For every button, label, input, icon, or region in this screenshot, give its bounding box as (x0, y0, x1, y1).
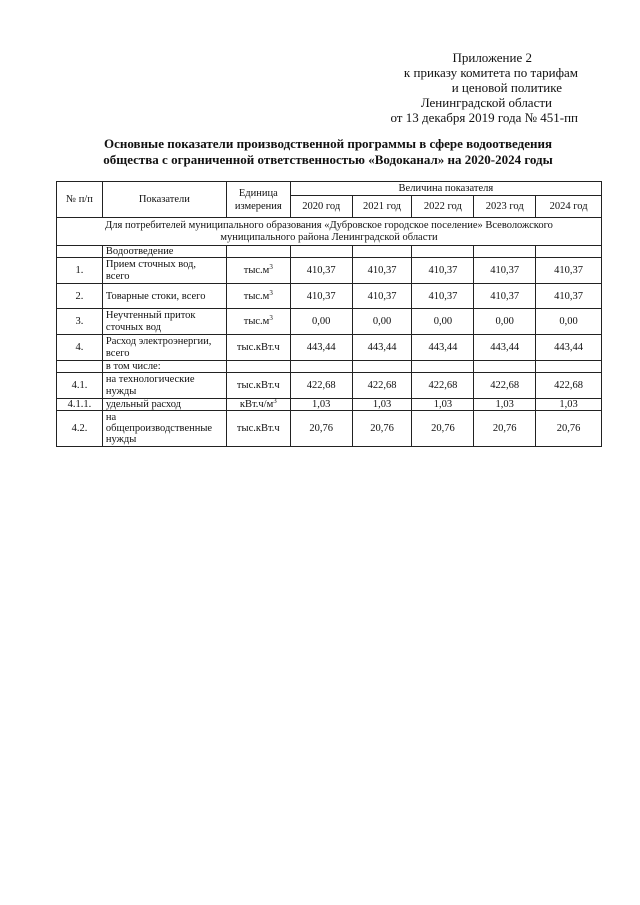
row-value: 0,00 (352, 309, 412, 335)
row-indicator (102, 309, 226, 335)
row-value: 410,37 (474, 284, 536, 309)
row-unit-text: тыс.кВт.ч (236, 342, 280, 353)
row-value: 0,00 (290, 309, 352, 335)
row-indicator (102, 335, 226, 361)
row-indicator-line3: нужды (105, 434, 137, 445)
row-indicator-line1: Расход электроэнергии, (105, 335, 212, 347)
group-label-line2: муниципального района Ленинградской области (220, 231, 438, 243)
row-value: 410,37 (290, 258, 352, 284)
row-indicator-line2: всего (105, 347, 130, 359)
table-row (57, 284, 602, 309)
table-row (57, 335, 602, 361)
row-value: 422,68 (352, 373, 412, 399)
row-value: 443,44 (412, 335, 474, 361)
col-header-value-group: Величина показателя (290, 182, 601, 196)
row-indicator-line2: сточных вод (105, 321, 162, 333)
title-line-1: Основные показатели производственной программы в сфере водоотведения (104, 136, 552, 151)
table-head-row-1 (57, 182, 602, 196)
row-value: 1,03 (352, 399, 412, 411)
document-title (58, 136, 598, 168)
row-value: 20,76 (474, 411, 536, 447)
row-value: 422,68 (474, 373, 536, 399)
row-value: 410,37 (536, 284, 602, 309)
appendix-line-5: от 13 декабря 2019 года № 451-пп (390, 110, 578, 125)
indicators-table (56, 181, 602, 447)
row-value: 410,37 (352, 258, 412, 284)
row-unit (226, 309, 290, 335)
row-unit-sup: 3 (273, 397, 277, 405)
row-value: 443,44 (474, 335, 536, 361)
row-unit (226, 258, 290, 284)
row-num: 4.1. (57, 373, 103, 399)
col-header-unit-line2: измерения (234, 200, 282, 212)
col-header-year: 2021 год (352, 196, 412, 218)
row-indicator-line2: всего (105, 270, 130, 282)
row-value: 410,37 (290, 284, 352, 309)
section-label: Водоотведение (102, 246, 226, 258)
row-indicator (102, 258, 226, 284)
table-row (57, 411, 602, 447)
row-indicator (102, 373, 226, 399)
row-unit-text: тыс.кВт.ч (236, 380, 280, 391)
title-line-2: общества с ограниченной ответственностью «Водоканал» на 2020-2024 годы (103, 152, 553, 167)
row-indicator-line1: Неучтенный приток (105, 309, 196, 321)
row-indicator (102, 411, 226, 447)
row-unit (226, 411, 290, 447)
row-num: 2. (57, 284, 103, 309)
row-value: 0,00 (536, 309, 602, 335)
row-value: 0,00 (474, 309, 536, 335)
table-row (57, 373, 602, 399)
group-label-cell (57, 218, 602, 246)
row-num: 3. (57, 309, 103, 335)
col-header-year: 2023 год (474, 196, 536, 218)
row-unit (226, 373, 290, 399)
row-value: 410,37 (412, 258, 474, 284)
row-num: 4. (57, 335, 103, 361)
row-value: 1,03 (290, 399, 352, 411)
row-value: 0,00 (412, 309, 474, 335)
row-unit (226, 399, 290, 411)
subheading-row (57, 361, 602, 373)
row-value: 422,68 (290, 373, 352, 399)
row-indicator-line1: на (105, 412, 117, 423)
col-header-year: 2022 год (412, 196, 474, 218)
row-value: 1,03 (474, 399, 536, 411)
row-value: 410,37 (352, 284, 412, 309)
group-label-line1: Для потребителей муниципального образования «Дубровское городское поселение» Всеволожского (105, 219, 553, 231)
row-num: 1. (57, 258, 103, 284)
row-unit-text: тыс.кВт.ч (236, 423, 280, 434)
row-indicator: Товарные стоки, всего (102, 284, 226, 309)
row-value: 20,76 (290, 411, 352, 447)
row-indicator-line1: Прием сточных вод, (105, 258, 197, 270)
row-value: 20,76 (412, 411, 474, 447)
row-unit-sup: 3 (269, 314, 273, 322)
row-value: 443,44 (536, 335, 602, 361)
row-indicator-line2: нужды (105, 385, 137, 397)
row-unit-text: тыс.м (243, 316, 270, 327)
row-unit-sup: 3 (269, 263, 273, 271)
row-value: 422,68 (536, 373, 602, 399)
appendix-line-2: к приказу комитета по тарифам (403, 65, 578, 80)
col-header-unit (226, 182, 290, 218)
col-header-year: 2020 год (290, 196, 352, 218)
table-row (57, 399, 602, 411)
row-value: 1,03 (412, 399, 474, 411)
group-label-row (57, 218, 602, 246)
row-value: 20,76 (536, 411, 602, 447)
col-header-unit-line1: Единица (238, 187, 278, 199)
table-row (57, 309, 602, 335)
row-value: 443,44 (290, 335, 352, 361)
row-indicator-line2: общепроизводственные (105, 423, 213, 434)
row-unit (226, 335, 290, 361)
col-header-num: № п/п (57, 182, 103, 218)
row-unit-text: кВт.ч/м (239, 399, 274, 410)
col-header-indicator: Показатели (102, 182, 226, 218)
row-num: 4.1.1. (57, 399, 103, 411)
row-unit-text: тыс.м (243, 290, 270, 302)
row-indicator: удельный расход (102, 399, 226, 411)
row-unit (226, 284, 290, 309)
appendix-line-3: и ценовой политике (451, 80, 562, 95)
table-row (57, 258, 602, 284)
row-value: 422,68 (412, 373, 474, 399)
col-header-year: 2024 год (536, 196, 602, 218)
row-value: 410,37 (536, 258, 602, 284)
row-value: 410,37 (474, 258, 536, 284)
appendix-header (278, 50, 578, 125)
row-value: 1,03 (536, 399, 602, 411)
subheading-label: в том числе: (102, 361, 226, 373)
row-unit-sup: 3 (269, 288, 273, 297)
row-num: 4.2. (57, 411, 103, 447)
section-row (57, 246, 602, 258)
row-value: 443,44 (352, 335, 412, 361)
appendix-line-1: Приложение 2 (452, 50, 532, 65)
row-value: 20,76 (352, 411, 412, 447)
row-value: 410,37 (412, 284, 474, 309)
appendix-line-4: Ленинградской области (420, 95, 552, 110)
row-indicator-line1: на технологические (105, 373, 195, 385)
row-unit-text: тыс.м (243, 265, 270, 276)
